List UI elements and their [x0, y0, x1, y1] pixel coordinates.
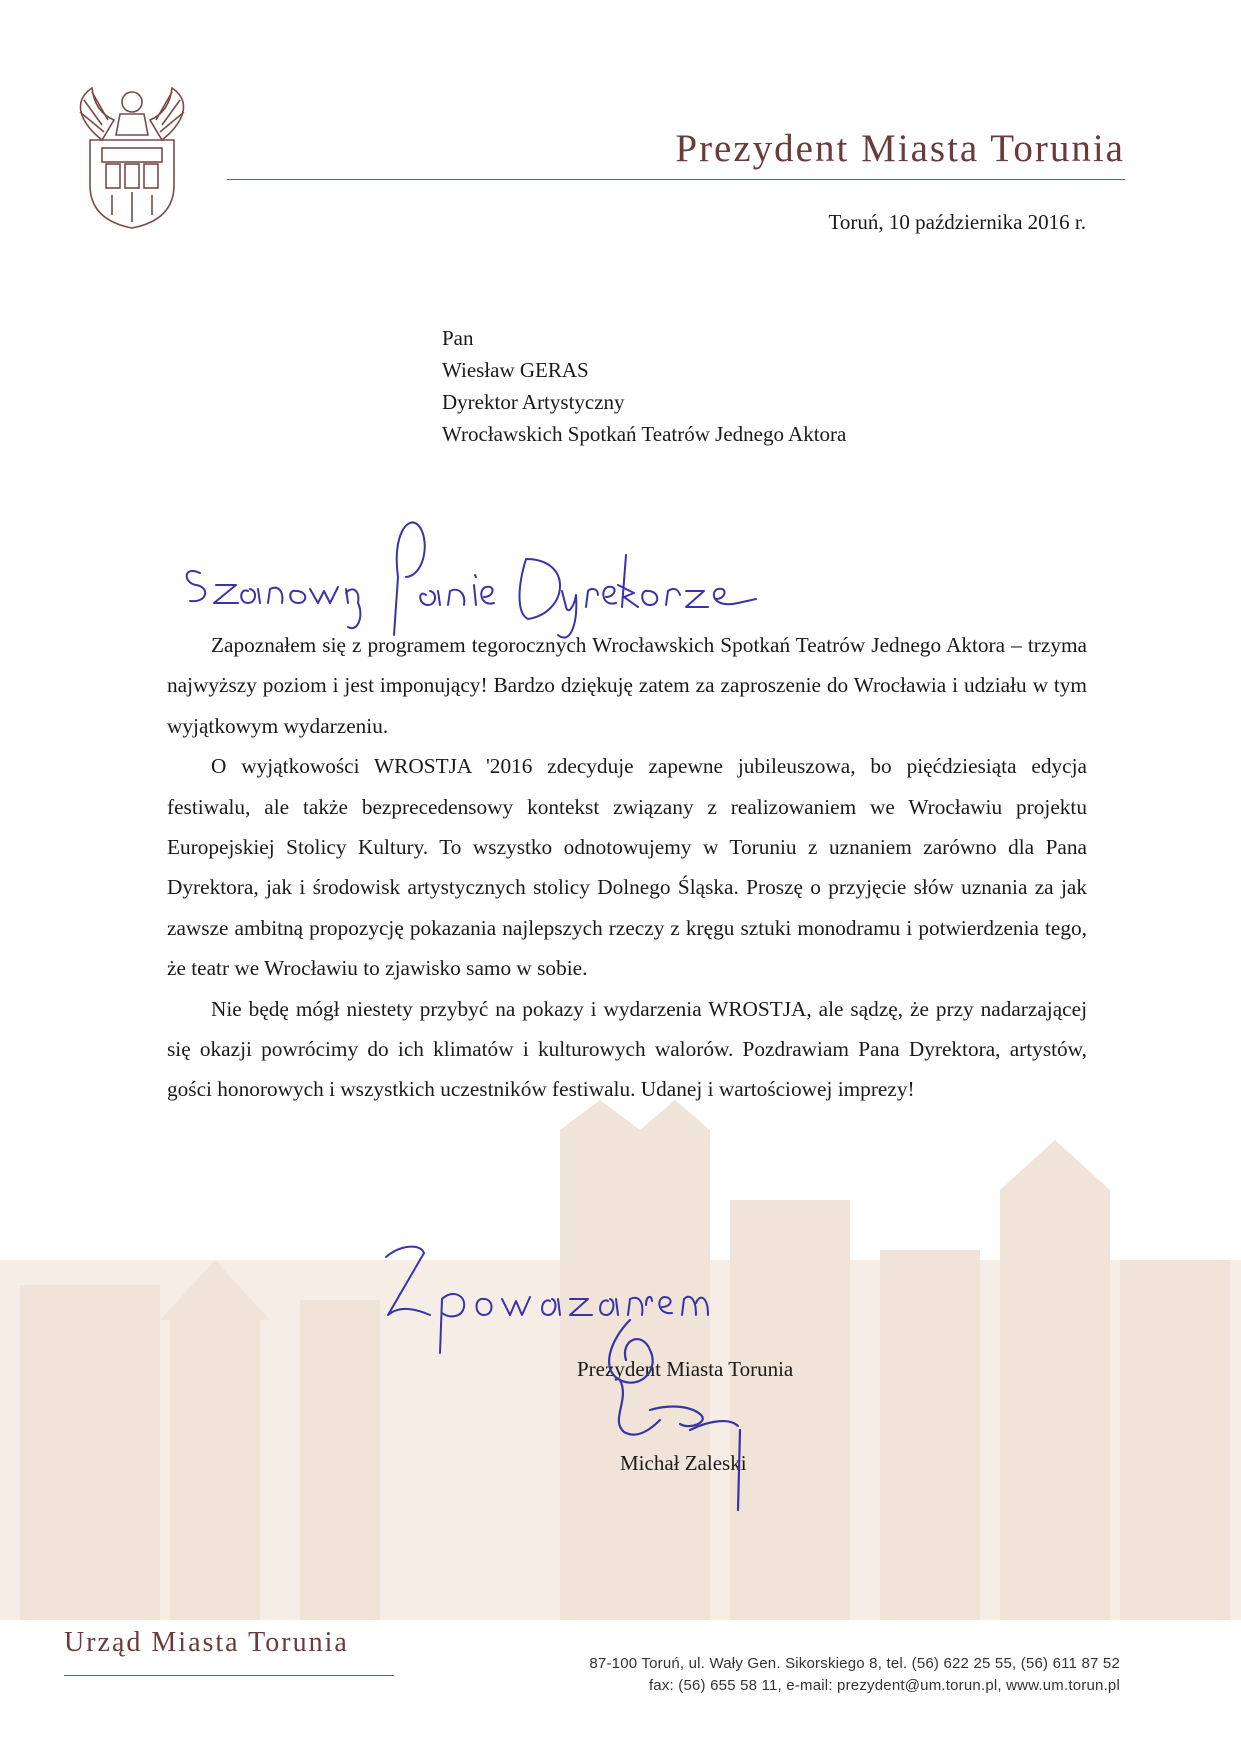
footer-contact — [440, 1653, 1120, 1697]
signature — [590, 1310, 780, 1520]
footer-office-name: Urząd Miasta Torunia — [64, 1627, 349, 1658]
addressee-position: Dyrektor Artystyczny — [442, 390, 625, 414]
body-paragraph: Zapoznałem się z programem tegorocznych Wrocławskich Spotkań Teatrów Jednego Aktora – trzyma najwyższy poziom i jest imponujący! Bardzo dziękuję zatem za zaproszenie do Wrocławia i udziału w tym wyjątkowym wydarzeniu. — [167, 633, 1087, 738]
footer-address-line: 87-100 Toruń, ul. Wały Gen. Sikorskiego 8, tel. (56) 622 25 55, (56) 611 87 52 — [589, 1655, 1120, 1672]
place-date: Toruń, 10 października 2016 r. — [828, 210, 1086, 234]
letterhead-title: Prezydent Miasta Torunia — [675, 127, 1125, 170]
body-paragraph: Nie będę mógł niestety przybyć na pokazy i wydarzenia WROSTJA, ale sądzę, że przy nadarzającej się okazji powrócimy do ich klimatów i kulturowych walorów. Pozdrawiam Pana Dyrektora, artystów, gości honorowych i wszystkich uczestników festiwalu. Udanej i wartościowej imprezy! — [167, 996, 1087, 1102]
letterhead-rule — [227, 179, 1125, 180]
body-paragraph: O wyjątkowości WROSTJA '2016 zdecyduje zapewne jubileuszowa, bo pięćdziesiąta edycja festiwalu, ale także bezprecedensowy kontekst związany z realizowaniem we Wrocławiu projektu Europejskiej Stolicy Kultury. To wszystko odnotowujemy w Toruniu z uznaniem zarówno dla Pana Dyrektora, jak i środowisk artystycznych stolicy Dolnego Śląska. Proszę o przyjęcie słów uznania za jak zawsze ambitną propozycję pokazania najlepszych rzeczy z kręgu sztuki monodramu i potwierdzenia tego, że teatr we Wrocławiu to zjawisko samo w sobie. — [167, 754, 1087, 981]
letter-body — [167, 625, 1087, 1110]
signatory-title: Prezydent Miasta Torunia — [577, 1357, 794, 1381]
crest-icon — [72, 80, 192, 230]
addressee-organization: Wrocławskich Spotkań Teatrów Jednego Aktora — [442, 422, 847, 446]
signatory-name: Michał Zaleski — [620, 1451, 747, 1475]
footer-rule — [64, 1675, 394, 1676]
addressee-name: Wiesław GERAS — [442, 358, 589, 382]
addressee-block — [442, 322, 846, 450]
footer-email-line: fax: (56) 655 58 11, e-mail: prezydent@um.torun.pl, www.um.torun.pl — [648, 1677, 1120, 1694]
addressee-line: Pan — [442, 326, 474, 350]
